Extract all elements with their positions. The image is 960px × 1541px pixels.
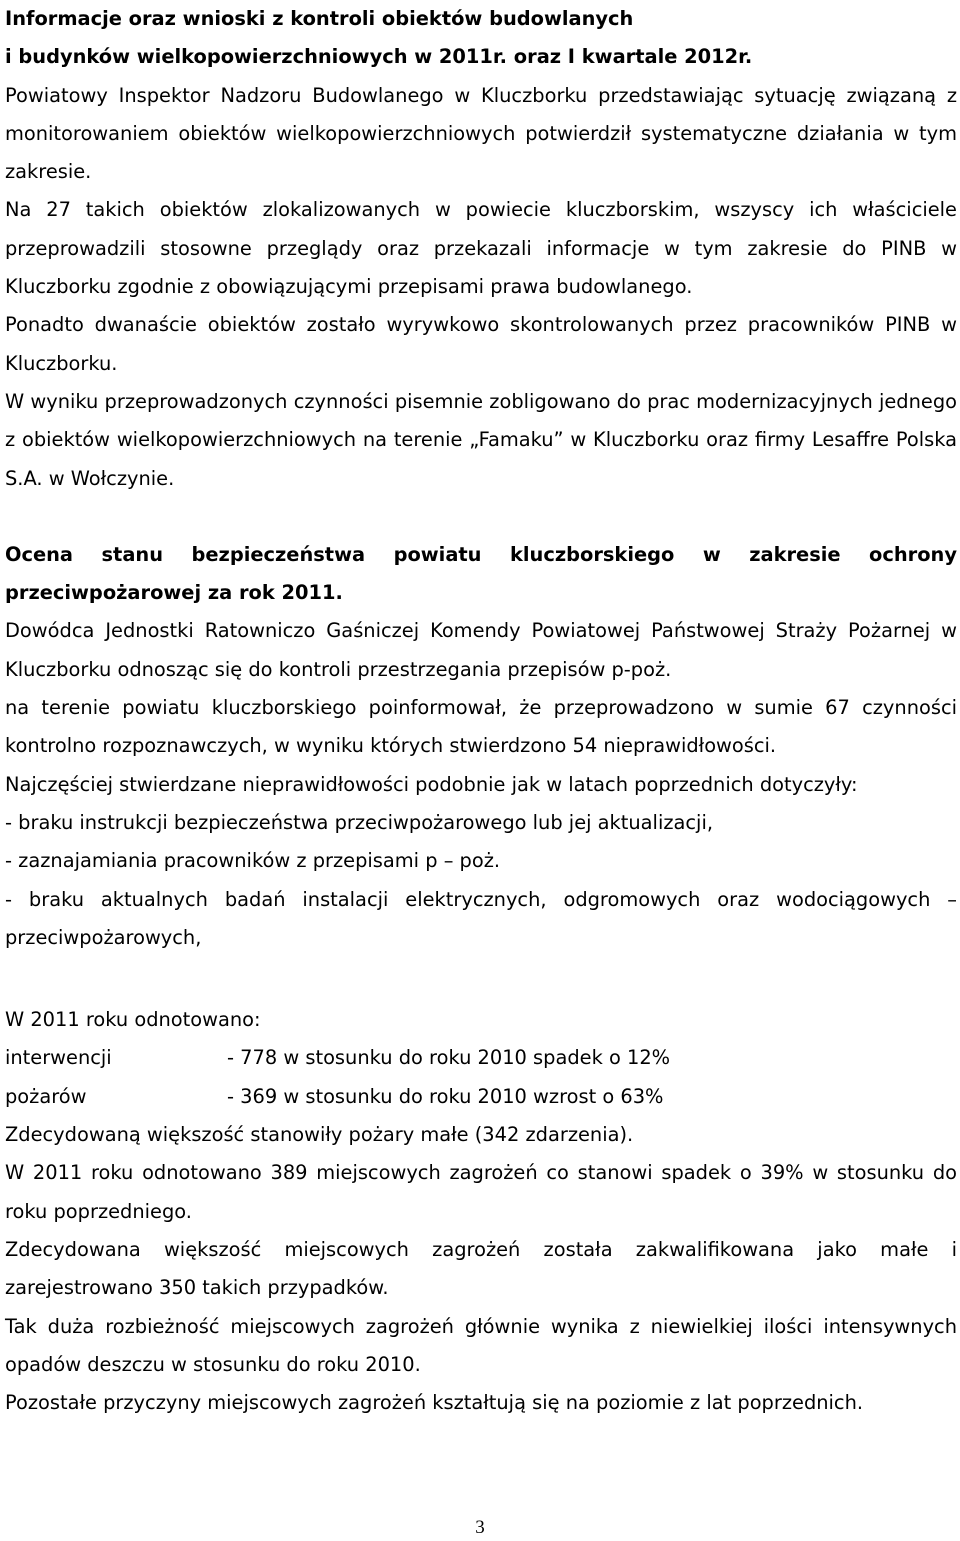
section2-list-item-3: - braku aktualnych badań instalacji elektrycznych, odgromowych oraz wodociągowych – przeciwpożarowych, [5,887,957,949]
section1-intro: Powiatowy Inspektor Nadzoru Budowlanego w Kluczborku przedstawiając sytuację związaną z monitorowaniem obiektów wielkopowierzchniowych potwierdził systematyczne działania w tym zakresie. [5,83,957,184]
section2-list-item-1: - braku instrukcji bezpieczeństwa przeciwpożarowego lub jej aktualizacji, [5,810,713,834]
stat-value: - 778 w stosunku do roku 2010 spadek o 12% [227,1046,671,1070]
stat-row-fires [5,1078,957,1116]
section3-intro: W 2011 roku odnotowano: [5,1008,261,1032]
section3-paragraph-2: W 2011 roku odnotowano 389 miejscowych zagrożeń co stanowi spadek o 39% w stosunku do roku poprzedniego. [5,1161,957,1223]
section3-paragraph-4: Tak duża rozbieżność miejscowych zagrożeń głównie wynika z niewielkiej ilości intensywnych opadów deszczu w stosunku do roku 2010. [5,1314,957,1376]
spacer [5,498,957,536]
section1-heading-line1: Informacje oraz wnioski z kontroli obiektów budowlanych [5,7,634,30]
section2-paragraph-3: Najczęściej stwierdzane nieprawidłowości podobnie jak w latach poprzednich dotyczyły: [5,772,858,796]
section3-paragraph-5: Pozostałe przyczyny miejscowych zagrożeń kształtują się na poziomie z lat poprzednich. [5,1391,864,1415]
section1-heading-line2: i budynków wielkopowierzchniowych w 2011r. oraz I kwartale 2012r. [5,45,753,69]
page-number: 3 [475,1517,485,1538]
section2-heading: Ocena stanu bezpieczeństwa powiatu kluczborskiego w zakresie ochrony przeciwpożarowej za rok 2011. [5,542,957,605]
section2-list-item-2: - zaznajamiania pracowników z przepisami p – poż. [5,849,501,873]
section3-paragraph-3: Zdecydowana większość miejscowych zagrożeń została zakwalifikowana jako małe i zarejestrowano 350 takich przypadków. [5,1237,957,1300]
section1-paragraph-3: W wyniku przeprowadzonych czynności pisemnie zobligowano do prac modernizacyjnych jednego z obiektów wielkopowierzchniowych na terenie „Famaku” w Kluczborku oraz firmy Lesaffre Polska S.A. w Wołczynie. [5,389,957,490]
stat-label: pożarów [5,1084,87,1108]
section2-paragraph-2: na terenie powiatu kluczborskiego poinformował, że przeprowadzono w sumie 67 czynności kontrolno rozpoznawczych, w wyniku których stwierdzono 54 nieprawidłowości. [5,696,957,758]
document-page [5,0,957,1422]
spacer [5,957,957,1001]
stat-row-interventions [5,1039,957,1077]
stat-label: interwencji [5,1046,112,1070]
section3-paragraph-1: Zdecydowaną większość stanowiły pożary małe (342 zdarzenia). [5,1123,634,1147]
stat-value: - 369 w stosunku do roku 2010 wzrost o 63% [227,1084,664,1108]
section2-paragraph-1: Dowódca Jednostki Ratowniczo Gaśniczej Komendy Powiatowej Państwowej Straży Pożarnej w Kluczborku odnosząc się do kontroli przestrzegania przepisów p-poż. [5,619,957,681]
section1-paragraph-2: Ponadto dwanaście obiektów zostało wyrywkowo skontrolowanych przez pracowników PINB w Kluczborku. [5,313,957,375]
section1-paragraph-1: Na 27 takich obiektów zlokalizowanych w powiecie kluczborskim, wszyscy ich właściciele przeprowadzili stosowne przeglądy oraz przekazali informacje w tym zakresie do PINB w Kluczborku zgodnie z obowiązującymi przepisami prawa budowlanego. [5,198,957,299]
